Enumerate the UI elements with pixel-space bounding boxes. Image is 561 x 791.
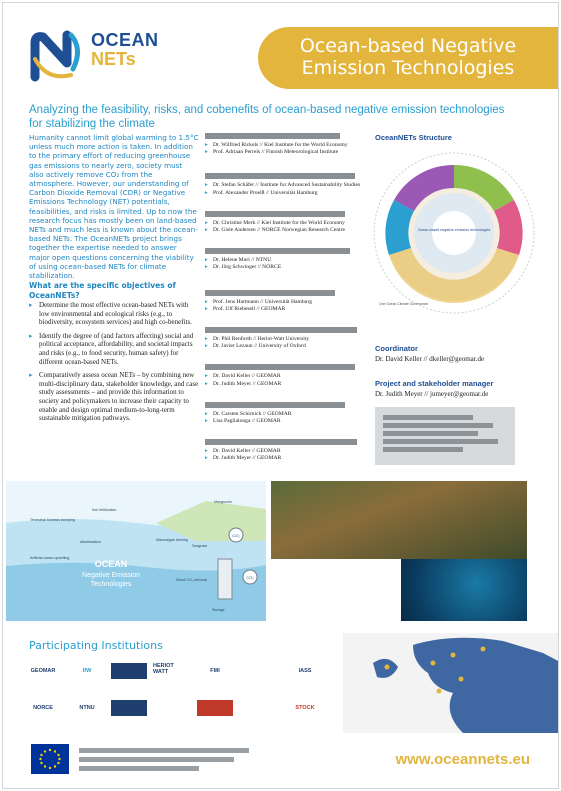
illustration-label: Artificial ocean upwelling bbox=[30, 556, 70, 560]
storage-tank bbox=[218, 559, 232, 599]
redacted-line bbox=[383, 431, 478, 436]
bullet-icon: ▸ bbox=[205, 373, 208, 380]
work-package-bar bbox=[205, 173, 355, 179]
institution-logo: IfW bbox=[82, 668, 92, 674]
work-package-lead: Prof. Adriaan Perrels // Finnish Meteorological Institute bbox=[213, 149, 339, 156]
institution-logo bbox=[111, 663, 147, 679]
illustration-title-line1: OCEAN bbox=[94, 559, 128, 569]
objectives-list bbox=[29, 301, 199, 428]
bullet-icon: ▸ bbox=[205, 448, 208, 455]
work-package-lead: Dr. Stefan Schäfer // Institute for Advanced Sustainability Studies bbox=[213, 182, 361, 189]
bullet-icon: ▸ bbox=[205, 298, 208, 305]
work-package bbox=[205, 173, 363, 196]
funding-text-bar bbox=[79, 766, 199, 771]
work-package-lead: Dr. Gisle Andersen // NORCE Norwegian Research Centre bbox=[213, 227, 346, 234]
illustration-title-line2: Negative Emission bbox=[82, 572, 140, 579]
work-package-bar bbox=[205, 439, 357, 445]
center-circle bbox=[432, 211, 476, 255]
institution-logo bbox=[153, 700, 189, 716]
funding-text-bar bbox=[79, 757, 234, 762]
manager-heading: Project and stakeholder manager bbox=[375, 379, 494, 388]
coordinator-contact: Dr. David Keller // dkeller@geomar.de bbox=[375, 355, 485, 363]
bullet-icon: ▸ bbox=[205, 264, 208, 271]
work-package-lead: Dr. Christine Merk // Kiel Institute for the World Economy bbox=[213, 219, 345, 226]
illustration-label: Terrestrial biomass dumping bbox=[30, 518, 75, 522]
oceannets-logo bbox=[27, 29, 177, 83]
map-marker-icon bbox=[385, 665, 390, 670]
work-package-lead: Prof. Jens Hartmann // Universität Hamburg bbox=[213, 298, 313, 305]
work-package-lead: Lisa Paglialonga // GEOMAR bbox=[213, 418, 281, 425]
institutions-heading: Participating Institutions bbox=[29, 639, 163, 652]
work-package-bar bbox=[205, 248, 350, 254]
work-package bbox=[205, 211, 363, 234]
work-package-lead: Dr. Phil Renforth // Heriot-Watt University bbox=[213, 336, 310, 343]
banner-title-line2: Emission Technologies bbox=[301, 57, 515, 79]
illustration-label: Seagrass bbox=[192, 544, 208, 548]
work-package-bar bbox=[205, 364, 355, 370]
work-package-bar bbox=[205, 133, 340, 139]
illustration-label: Mangroves bbox=[214, 500, 232, 504]
work-package-lead: Dr. Javier Lezaun // University of Oxford bbox=[213, 343, 306, 350]
map-marker-icon bbox=[451, 653, 456, 658]
bullet-icon: ▸ bbox=[205, 305, 208, 312]
institution-logo: FMI bbox=[210, 668, 220, 674]
bullet-icon: ▸ bbox=[205, 380, 208, 387]
institution-logo: STOCK bbox=[295, 705, 315, 711]
redacted-line bbox=[383, 439, 498, 444]
objective-item: ▸ Comparatively assess ocean NETs – by combining new multi-disciplinary data, stakeholder knowledge, and case study assessments – and provide this information to society and policymakers to increase their capacity to enable and design optimal medium-to-long-term sustainable mitigation pathways. bbox=[29, 371, 199, 423]
redacted-line bbox=[383, 447, 463, 452]
intro-paragraph: Humanity cannot limit global warming to 1.5°C unless much more action is taken. In addition to the primary effort of reducing greenhouse gas emissions to nearly zero, society must also actively remove CO₂ from the atmosphere. However, our understanding of Carbon Dioxide Removal (CDR) or Negative Emissions Technology (NET) potentials, feasibilities, and risks is limited. Up to now the research focus has mostly been on land-based NETs and much less is known about the ocean-based NETs. The OceanNETs project brings together the expertise needed to answer major open questions concerning the viability of using ocean-based NETs for climate stabilization. bbox=[29, 133, 199, 281]
website-link[interactable]: www.oceannets.eu bbox=[395, 751, 530, 768]
bullet-icon: ▸ bbox=[205, 219, 208, 226]
work-package-lead: Dr. Carsten Schirnick // GEOMAR bbox=[213, 410, 292, 417]
work-package bbox=[205, 327, 363, 350]
institution-logo bbox=[243, 663, 279, 679]
eu-flag-icon bbox=[31, 744, 69, 774]
work-package-lead: Dr. David Keller // GEOMAR bbox=[213, 448, 281, 455]
bullet-icon: ▸ bbox=[205, 149, 208, 156]
institution-logo: NTNU bbox=[79, 705, 95, 711]
work-package-lead: Prof. Alexander Proelß // Universität Hamburg bbox=[213, 189, 318, 196]
title-banner bbox=[258, 27, 558, 89]
work-package-lead: Dr. Wilfried Rickels // Kiel Institute for the World Economy bbox=[213, 142, 348, 148]
work-package bbox=[205, 439, 363, 462]
n-logo-icon bbox=[27, 29, 87, 83]
illustration-label: Iron fertilization bbox=[92, 508, 117, 512]
work-package-lead: Dr. Jörg Schwinger // NORCE bbox=[213, 264, 282, 271]
illustration-title-line3: Technologies bbox=[90, 581, 132, 588]
footer bbox=[3, 736, 559, 788]
bullet-icon: ▸ bbox=[205, 410, 208, 417]
underwater-photo bbox=[401, 559, 527, 621]
work-package bbox=[205, 133, 363, 156]
bullet-icon: ▸ bbox=[205, 227, 208, 234]
logo-line-ocean: OCEAN bbox=[91, 30, 159, 50]
illustration-label: Direct CO₂ removal bbox=[176, 578, 207, 582]
work-package bbox=[205, 290, 363, 313]
structure-center-label: Ocean-based negative emission technologies bbox=[417, 228, 491, 232]
partner-map bbox=[343, 633, 559, 733]
work-package bbox=[205, 364, 363, 387]
work-package bbox=[205, 248, 363, 271]
co2-label: CO₂ bbox=[246, 575, 254, 580]
banner-title-line1: Ocean-based Negative bbox=[299, 35, 517, 57]
map-marker-icon bbox=[431, 661, 436, 666]
work-package-lead: Dr. Judith Meyer // GEOMAR bbox=[213, 455, 282, 462]
co2-label: CO₂ bbox=[232, 533, 240, 538]
structure-outer-label: One Ocean Climate Governance bbox=[379, 302, 429, 306]
bullet-icon: ▸ bbox=[205, 142, 208, 148]
work-package-lead: Dr. David Keller // GEOMAR bbox=[213, 373, 281, 380]
bullet-icon: ▸ bbox=[205, 343, 208, 350]
institution-logo: NORCE bbox=[33, 705, 53, 711]
institution-logo bbox=[197, 700, 233, 716]
map-marker-icon bbox=[459, 677, 464, 682]
redacted-line bbox=[383, 423, 493, 428]
logo-line-nets: NETs bbox=[91, 49, 136, 69]
illustration-label: Alkalinization bbox=[80, 540, 101, 544]
bullet-icon: ▸ bbox=[205, 257, 208, 264]
work-package-list bbox=[205, 133, 363, 463]
coordinator-heading: Coordinator bbox=[375, 344, 418, 353]
work-package-bar bbox=[205, 290, 335, 296]
work-package-bar bbox=[205, 402, 345, 408]
work-package-lead: Dr. Helene Muri // NTNU bbox=[213, 257, 272, 264]
poster-subtitle: Analyzing the feasibility, risks, and cobenefits of ocean-based negative emission technologies for stabilizing the climate bbox=[29, 104, 505, 130]
bullet-icon: ▸ bbox=[205, 189, 208, 196]
bullet-icon: ▸ bbox=[205, 336, 208, 343]
institution-logo: IASS bbox=[298, 668, 312, 674]
institution-logo: HERIOT WATT bbox=[153, 663, 174, 675]
institution-logo bbox=[111, 700, 147, 716]
work-package-bar bbox=[205, 211, 345, 217]
structure-diagram bbox=[369, 145, 539, 320]
map-marker-icon bbox=[481, 647, 486, 652]
funding-text-bar bbox=[79, 748, 249, 753]
manager-contact: Dr. Judith Meyer // jumeyer@geomar.de bbox=[375, 390, 489, 398]
institution-logo bbox=[243, 700, 279, 716]
bullet-icon: ▸ bbox=[205, 418, 208, 425]
structure-heading: OceanNETs Structure bbox=[375, 133, 452, 142]
eu-stars-icon bbox=[31, 744, 69, 774]
redacted-box bbox=[375, 407, 515, 465]
work-package-lead: Prof. Ulf Riebesell // GEOMAR bbox=[213, 305, 286, 312]
objective-item: ▸ Determine the most effective ocean-based NETs with low environmental and ecological risks (e.g., to biodiversity, ecosystem services) and high co-benefits. bbox=[29, 301, 199, 327]
ocean-nets-illustration bbox=[6, 481, 266, 621]
bullet-icon: ▸ bbox=[205, 182, 208, 189]
poster bbox=[2, 2, 559, 789]
illustration-label: Storage bbox=[212, 608, 225, 612]
objectives-heading: What are the specific objectives of OceanNETs? bbox=[29, 281, 176, 300]
bullet-icon: ▸ bbox=[205, 455, 208, 462]
objective-item: ▸ Identify the degree of (and factors affecting) social and political acceptance, affordability, and societal impacts and risks (e.g., to food security, human safety) for different ocean-based NETs. bbox=[29, 332, 199, 366]
work-package-bar bbox=[205, 327, 357, 333]
work-package-lead: Dr. Judith Meyer // GEOMAR bbox=[213, 380, 282, 387]
logo-wordmark bbox=[91, 31, 159, 69]
map-marker-icon bbox=[437, 689, 442, 694]
illustration-label: Macroalgae farming bbox=[156, 538, 188, 542]
institution-logo: GEOMAR bbox=[30, 668, 56, 674]
redacted-line bbox=[383, 415, 473, 420]
seagrass-photo bbox=[271, 481, 527, 559]
work-package bbox=[205, 402, 363, 425]
